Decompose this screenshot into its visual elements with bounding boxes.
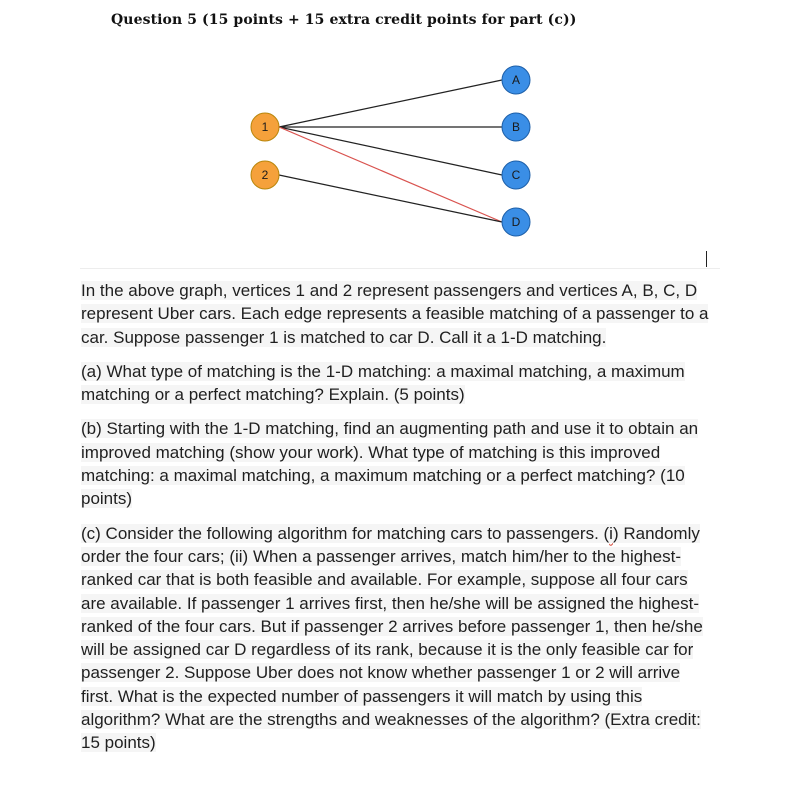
edge-1-C <box>279 127 502 175</box>
graph-edges <box>279 80 502 222</box>
car-node-c <box>502 161 530 189</box>
intro-paragraph: In the above graph, vertices 1 and 2 represent passengers and vertices A, B, C, D represent Uber cars. Each edge represents a feasible matching of a passenger to a car. Suppose passenger 1 is matched to car D. Call it a 1-D matching. <box>81 281 709 347</box>
passenger-node-2 <box>251 161 279 189</box>
section-divider <box>80 268 720 269</box>
passenger-label: 2 <box>261 168 269 182</box>
part-b-paragraph: (b) Starting with the 1-D matching, find an augmenting path and use it to obtain an improved matching (show your work). What type of matching is this improved matching: a maximal matching, a maximum matching or a perfect matching? (10 points) <box>81 419 699 509</box>
edge-1-D <box>279 127 502 222</box>
car-node-a <box>502 66 530 94</box>
spellcheck-mark[interactable]: i <box>609 523 613 543</box>
bipartite-graph <box>0 0 792 270</box>
passenger-node-1 <box>251 113 279 141</box>
car-label: C <box>511 168 521 182</box>
part-c-paragraph <box>81 522 709 755</box>
edge-2-D <box>279 175 502 222</box>
question-heading: Question 5 (15 points + 15 extra credit points for part (c)) <box>111 12 577 28</box>
edge-1-A <box>279 80 502 127</box>
part-c-text-start: (c) Consider the following algorithm for matching cars to passengers. ( <box>81 523 610 543</box>
car-node-b <box>502 113 530 141</box>
car-label: B <box>511 120 521 134</box>
part-c-text-rest: ) Randomly order the four cars; (ii) When a passenger arrives, match him/her to the highest-ranked car that is both feasible and available. For example, suppose all four cars are available. If passenger 1 arrives first, then he/she will be assigned the highest-ranked of the four cars. But if passenger 2 arrives before passenger 1, then he/she will be assigned car D regardless of its rank, because it is the only feasible car for passenger 2. Suppose Uber does not know whether passenger 1 or 2 will arrive first. What is the expected number of passengers it will match by using this algorithm? What are the strengths and weaknesses of the algorithm? (Extra credit: 15 points) <box>81 523 703 753</box>
part-a-paragraph: (a) What type of matching is the 1-D matching: a maximal matching, a maximum matching or a perfect matching? Explain. (5 points) <box>81 361 685 405</box>
question-body <box>81 279 709 766</box>
car-label: A <box>511 73 521 87</box>
car-node-d <box>502 208 530 236</box>
car-label: D <box>511 215 521 229</box>
text-cursor <box>706 251 707 267</box>
passenger-label: 1 <box>261 120 269 134</box>
